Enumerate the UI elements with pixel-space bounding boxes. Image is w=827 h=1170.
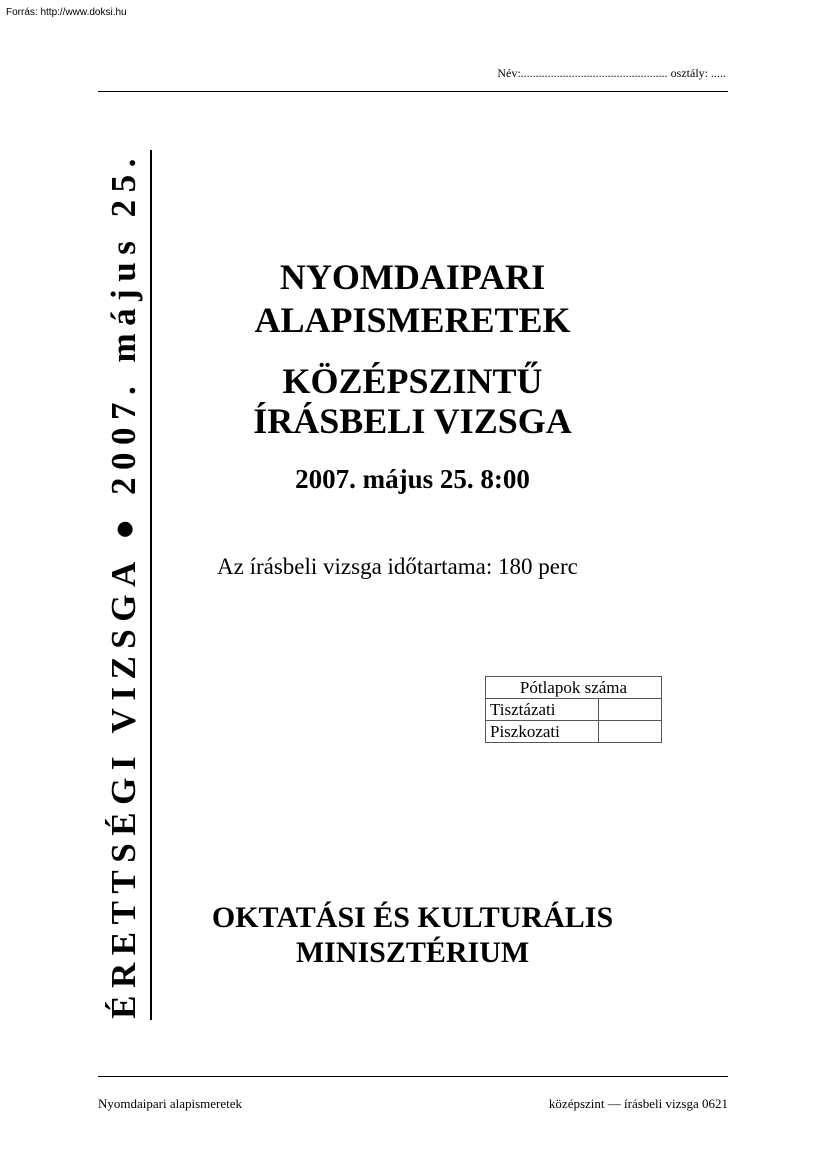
footer-rule	[98, 1076, 728, 1077]
row-label-draft: Piszkozati	[486, 721, 599, 743]
subject-title-line1: NYOMDAIPARI	[279, 257, 546, 297]
header-rule	[98, 91, 728, 92]
side-banner	[98, 150, 154, 1020]
ministry-line2: MINISZTÉRIUM	[295, 936, 530, 969]
level-title-line2: ÍRÁSBELI VIZSGA	[253, 401, 572, 441]
extra-sheets-table	[485, 676, 662, 743]
level-title-line1: KÖZÉPSZINTŰ	[282, 361, 543, 401]
source-url: Forrás: http://www.doksi.hu	[6, 7, 127, 18]
footer-level-code: középszint — írásbeli vizsga 0621	[548, 1096, 728, 1111]
side-banner-text: ÉRETTSÉGI VIZSGA ● 2007. május 25.	[104, 151, 143, 1019]
row-value-clean[interactable]	[599, 699, 662, 721]
name-class-line: Név:................................................. osztály: .....	[497, 66, 726, 80]
table-row	[486, 699, 662, 721]
row-label-clean: Tisztázati	[486, 699, 599, 721]
footer-subject: Nyomdaipari alapismeretek	[98, 1096, 243, 1111]
side-banner-rule	[150, 150, 152, 1020]
extra-sheets-header: Pótlapok száma	[486, 677, 662, 699]
row-value-draft[interactable]	[599, 721, 662, 743]
exam-duration: Az írásbeli vizsga időtartama: 180 perc	[217, 554, 578, 579]
table-row	[486, 721, 662, 743]
ministry-line1: OKTATÁSI ÉS KULTURÁLIS	[211, 901, 614, 934]
subject-title-line2: ALAPISMERETEK	[254, 300, 571, 340]
exam-datetime: 2007. május 25. 8:00	[295, 464, 530, 494]
